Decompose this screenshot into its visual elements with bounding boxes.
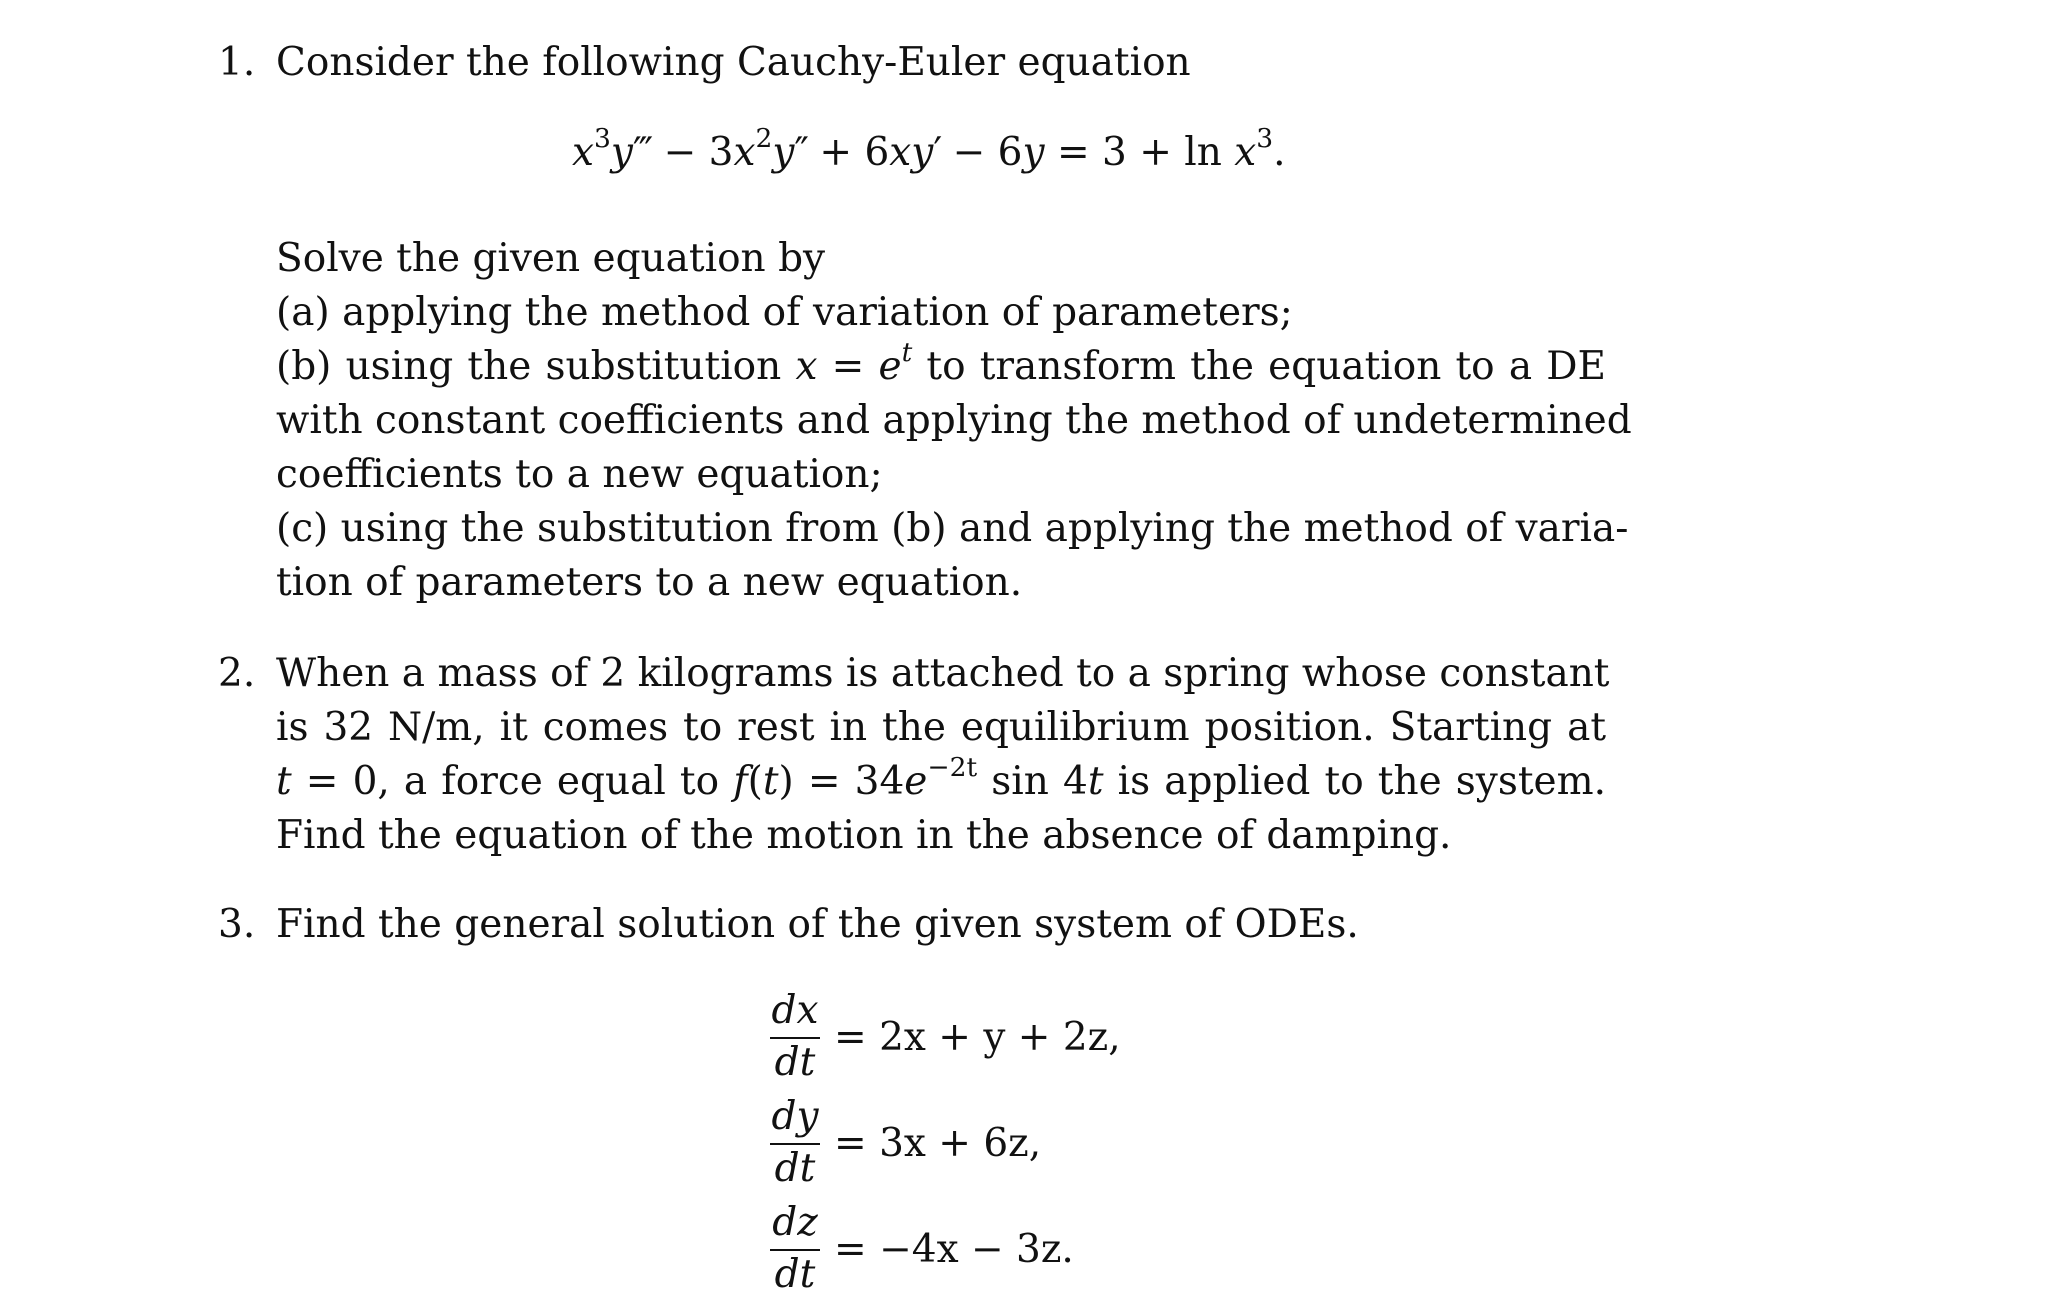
problem-1-line-solve: Solve the given equation by [276, 236, 826, 281]
derivative-dx-dt: $\frac{dx}{dt}$ [771, 988, 819, 1085]
problem-2-body [276, 647, 1610, 863]
problem-2-number: 2. [218, 651, 256, 696]
derivative-dy-dt: $\frac{dy}{dt}$ [771, 1094, 819, 1191]
ode-rhs-z: = −4x − 3z. [834, 1227, 1074, 1272]
derivative-dz-dt: $\frac{dz}{dt}$ [770, 1199, 820, 1301]
problem-1-body [276, 232, 1632, 610]
ode-equation-x [770, 985, 1121, 1091]
problem-2-line-3: t = 0, a force equal to $f(t) = 34e^{-2t}$ sin 4t is applied to the system. [276, 752, 1606, 804]
ode-equation-y [770, 1091, 1121, 1197]
problem-1-part-a: (a) applying the method of variation of parameters; [276, 290, 1293, 335]
problem-1-part-b: (b) using the substitution $x = e^t$ to transform the equation to a DE [276, 337, 1606, 389]
ode-system [770, 985, 1121, 1303]
problem-2-line-1: When a mass of 2 kilograms is attached to a spring whose constant [276, 651, 1610, 696]
problem-2-line-4: Find the equation of the motion in the absence of damping. [276, 813, 1452, 858]
problem-3-intro: Find the general solution of the given system of ODEs. [276, 902, 1359, 947]
problem-1-number: 1. [218, 40, 256, 85]
problem-3-number: 3. [218, 902, 256, 947]
cauchy-euler-equation: $x^3y‴ - 3x^2y'' + 6xy' - 6y = 3 + \ln x^3$. [572, 123, 1286, 175]
problem-1-part-c-end: tion of parameters to a new equation. [276, 560, 1023, 605]
problem-1-part-b-cont: with constant coefficients and applying the method of undetermined [276, 398, 1632, 443]
problem-2-line-2: is 32 N/m, it comes to rest in the equilibrium position. Starting at [276, 705, 1606, 750]
problem-1-part-c: (c) using the substitution from (b) and applying the method of varia- [276, 506, 1629, 551]
problem-1-intro: Consider the following Cauchy-Euler equation [276, 40, 1191, 85]
ode-equation-z [770, 1197, 1121, 1303]
ode-rhs-y: = 3x + 6z, [834, 1121, 1042, 1166]
problem-1-part-b-end: coefficients to a new equation; [276, 452, 883, 497]
ode-rhs-x: = 2x + y + 2z, [834, 1015, 1121, 1060]
